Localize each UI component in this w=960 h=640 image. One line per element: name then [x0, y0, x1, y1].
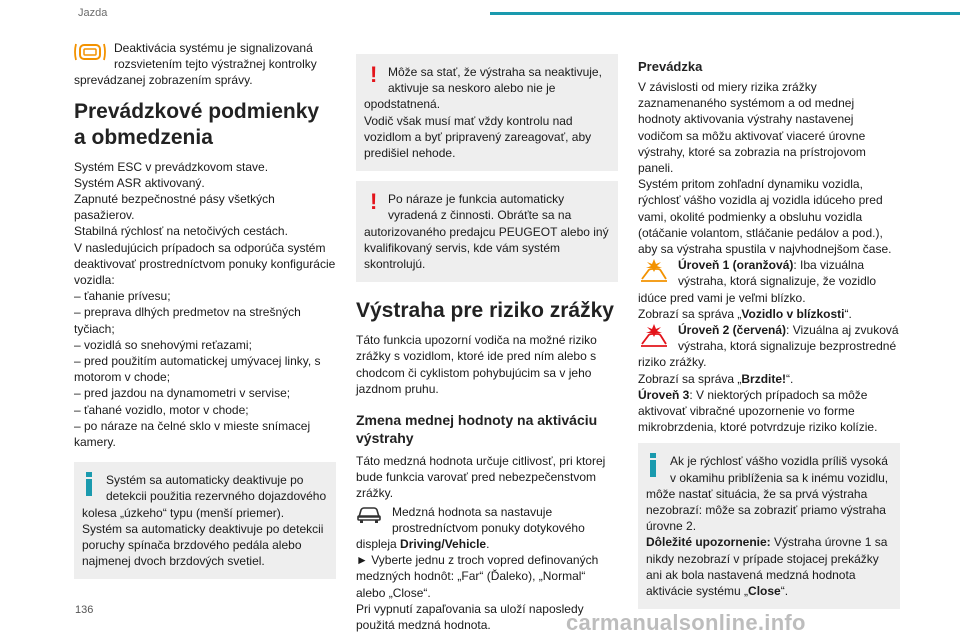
warning-box-2: [356, 181, 618, 282]
level-1-message: Zobrazí sa správa „Vozidlo v blízkosti“.: [638, 306, 852, 321]
level-1-block: [638, 257, 900, 322]
heading-collision-warning: Výstraha pre riziko zrážky: [356, 299, 614, 323]
condition-line: Systém ESC v prevádzkovom stave.: [74, 159, 269, 174]
info-box-text-1: Systém sa automaticky deaktivuje po detekcii použitia rezervného dojazdového kolesa „úzkeho“ typu (menší priemer).: [82, 473, 327, 520]
column-3: [638, 40, 900, 615]
condition-line: – po náraze na čelné sklo v mieste snímacej kamery.: [74, 418, 311, 450]
column-2: [356, 40, 618, 633]
subheading-threshold: Zmena mednej hodnoty na aktiváciu výstrahy: [356, 412, 598, 447]
warning-exclamation-icon: !: [370, 189, 378, 215]
menu-note: [356, 504, 618, 553]
threshold-text: Táto medzná hodnota určuje citlivosť, pri ktorej bude funkcia varovať pred nebezpečenstvom zrážky.: [356, 454, 606, 501]
info-box-levels-text-1: Ak je rýchlosť vášho vozidla príliš vysoká v okamihu priblíženia sa k inému vozidlu, môže nastať situácia, že sa prvá výstraha nezobrazí: môže sa zobraziť priamo výstraha úrovne 2.: [646, 454, 889, 534]
info-box-text-2: Systém sa automaticky deaktivuje po detekcii poruchy spínača brzdového pedála alebo najmenej dvoch brzdových svetiel.: [82, 521, 324, 569]
menu-note-text: Medzná hodnota sa nastavuje prostredníctvom ponuky dotykového displeja Driving/Vehicle.: [356, 504, 585, 552]
heading-operating-conditions: Prevádzkové podmienky a obmedzenia: [74, 99, 320, 149]
condition-line: – pred jazdou na dynamometri v servise;: [74, 386, 291, 401]
condition-line: – preprava dlhých predmetov na strešných tyčiach;: [74, 305, 301, 336]
watermark: carmanualsonline.info: [566, 610, 806, 635]
info-box-levels-text-2: Dôležité upozornenie: Výstraha úrovne 1 sa nikdy nezobrazí v prípade stojacej prekážky ani ak bola nastavená medzná hodnota aktivácie systému „Close“.: [646, 535, 888, 599]
running-header: Jazda: [78, 7, 108, 19]
condition-line: Stabilná rýchlosť na netočivých cestách.: [74, 224, 288, 239]
level-2-text: Úroveň 2 (červená): Vizuálna aj zvuková výstraha, ktorá signalizuje bezprostredné riziko zrážky.: [638, 323, 899, 370]
info-box-levels: [638, 443, 900, 609]
level-2-block: [638, 322, 900, 387]
warning-exclamation-icon: !: [370, 62, 378, 87]
heading-operation: Prevádzka: [638, 59, 703, 74]
car-icon: [356, 504, 384, 526]
condition-line: – vozidlá so snehovými reťazami;: [74, 337, 252, 352]
condition-line: – pred použitím automatickej umývacej linky, s motorom v chode;: [74, 354, 321, 385]
deactivation-note: [74, 40, 336, 89]
red-collision-icon: [638, 322, 672, 352]
orange-collision-icon: [638, 257, 672, 287]
conditions-list: [74, 159, 336, 451]
condition-line: – ťahané vozidlo, motor v chode;: [74, 402, 249, 417]
condition-line: – ťahanie prívesu;: [74, 289, 171, 304]
collision-warning-lamp-icon: [74, 40, 108, 70]
threshold-saved-note: Pri vypnutí zapaľovania sa uloží naposledy použitá medzná hodnota.: [356, 601, 584, 633]
warning-2-text: Po náraze je funkcia automaticky vyradená z činnosti. Obráťte sa na autorizovaného predajcu PEUGEOT alebo iný kvalifikovaný servis, kde vám systém skontrolujú.: [364, 192, 609, 272]
warning-1-text-2: Vodič však musí mať vždy kontrolu nad vozidlom a byť pripravený zareagovať, aby predišiel nehode.: [364, 113, 592, 161]
info-icon: [646, 453, 666, 479]
level-2-message: Zobrazí sa správa „Brzdite!“.: [638, 371, 794, 386]
column-1: [74, 40, 336, 585]
info-icon: [82, 472, 102, 498]
operation-para-2: Systém pritom zohľadní dynamiku vozidla, rýchlosť vášho vozidla aj vozidla idúceho pred vami, okolité podmienky a obsluhu vozidla (otáčanie volantom, stláčanie pedálov a pod.), aby sa výstraha spustila v najvhodnejšom čase.: [638, 177, 892, 257]
level-3-text: Úroveň 3: V niektorých prípadoch sa môže aktivovať vibračné upozornenie vo forme mikrobrzdenia, ktoré potvrdzuje riziko kolízie.: [638, 387, 878, 435]
page-number: 136: [75, 604, 94, 616]
deactivation-note-text: Deaktivácia systému je signalizovaná rozsvietením tejto výstražnej kontrolky sprevádzanej zobrazením správy.: [74, 41, 317, 88]
condition-line: Zapnuté bezpečnostné pásy všetkých pasažierov.: [74, 192, 275, 223]
warning-box-1: [356, 54, 618, 171]
header-accent-bar: [490, 12, 960, 15]
level-1-text: Úroveň 1 (oranžová): Iba vizuálna výstraha, ktorá signalizuje, že vozidlo idúce pred vami je veľmi blízko.: [638, 258, 877, 305]
info-box-deactivation: [74, 462, 336, 579]
operation-para-1: V závislosti od miery rizika zrážky zaznamenaného systémom a od mednej hodnoty aktivovania výstrahy nastavenej vodičom sa môžu aktivovať viaceré úrovne výstrahy, ktoré sa zobrazia na prístrojovom paneli.: [638, 80, 866, 176]
threshold-step: ► Vyberte jednu z troch vopred definovaných medzných hodnôt: „Far“ (Ďaleko), „Normal“ alebo „Close“.: [356, 553, 599, 600]
warning-1-text-1: Môže sa stať, že výstraha sa neaktivuje, aktivuje sa neskoro alebo nie je opodstatnená.: [364, 65, 602, 112]
condition-line: V nasledujúcich prípadoch sa odporúča systém deaktivovať prostredníctvom ponuky konfigurácie vozidla:: [74, 240, 336, 288]
collision-intro: Táto funkcia upozorní vodiča na možné riziko zrážky s vozidlom, ktoré ide pred ním alebo s chodcom či cyklistom pohybujúcim sa v jeho jazdnom pruhu.: [356, 333, 597, 396]
condition-line: Systém ASR aktivovaný.: [74, 175, 205, 190]
